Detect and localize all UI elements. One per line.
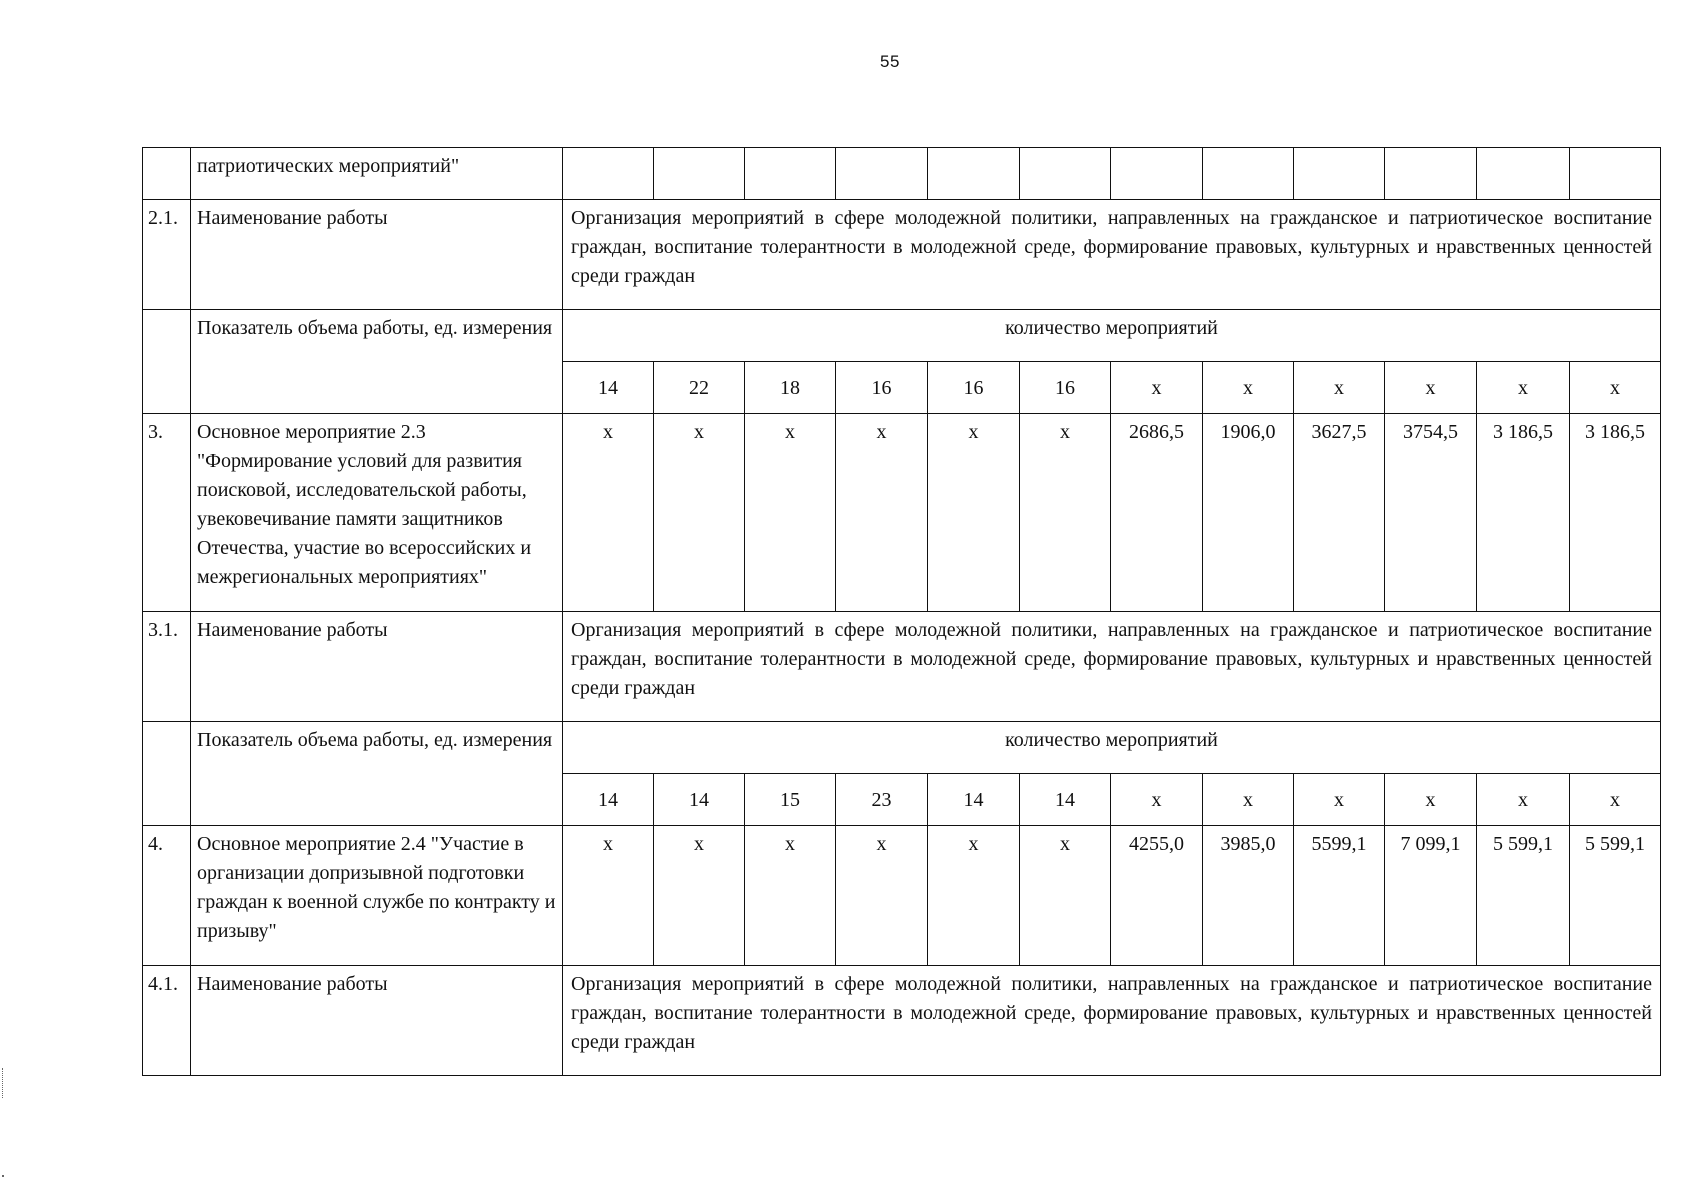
work-description-cell: Организация мероприятий в сфере молодежной политики, направленных на гражданское и патриотическое воспитание граждан, воспитание толерантности в молодежной среде, формирование правовых, культурных и нравственных ценностей среди граждан bbox=[563, 966, 1661, 1076]
value-cell: 23 bbox=[836, 774, 928, 826]
row-name-cell: Наименование работы bbox=[191, 612, 563, 722]
value-cell: x bbox=[1385, 774, 1477, 826]
value-cell: 3985,0 bbox=[1203, 826, 1294, 966]
table-row-4 bbox=[143, 826, 1661, 966]
table-row-3-1-indicator bbox=[143, 722, 1661, 774]
value-cell: x bbox=[654, 826, 745, 966]
table-row-2-1-indicator bbox=[143, 310, 1661, 362]
value-cell: 1906,0 bbox=[1203, 414, 1294, 612]
row-number-cell: 4. bbox=[143, 826, 191, 966]
value-cell: 7 099,1 bbox=[1385, 826, 1477, 966]
value-cell: 14 bbox=[1020, 774, 1111, 826]
value-cell: 5 599,1 bbox=[1570, 826, 1661, 966]
row-name-cell: патриотических мероприятий" bbox=[191, 148, 563, 200]
value-cell: 3 186,5 bbox=[1477, 414, 1570, 612]
value-cell bbox=[1111, 148, 1203, 200]
row-name-cell: Наименование работы bbox=[191, 966, 563, 1076]
row-name-cell: Основное мероприятие 2.4 "Участие в организации допризывной подготовки граждан к военной службе по контракту и призыву" bbox=[191, 826, 563, 966]
value-cell: x bbox=[1477, 774, 1570, 826]
value-cell: x bbox=[836, 826, 928, 966]
value-cell: 14 bbox=[928, 774, 1020, 826]
value-cell bbox=[1020, 148, 1111, 200]
value-cell: x bbox=[928, 826, 1020, 966]
value-cell: x bbox=[1111, 362, 1203, 414]
value-cell bbox=[745, 148, 836, 200]
row-number-cell bbox=[143, 310, 191, 414]
value-cell: 2686,5 bbox=[1111, 414, 1203, 612]
table-row-3-1 bbox=[143, 612, 1661, 722]
value-cell: 4255,0 bbox=[1111, 826, 1203, 966]
value-cell: x bbox=[836, 414, 928, 612]
work-description-cell: Организация мероприятий в сфере молодежной политики, направленных на гражданское и патриотическое воспитание граждан, воспитание толерантности в молодежной среде, формирование правовых, культурных и нравственных ценностей среди граждан bbox=[563, 200, 1661, 310]
value-cell: x bbox=[563, 826, 654, 966]
table-row-3 bbox=[143, 414, 1661, 612]
table-row-2-1 bbox=[143, 200, 1661, 310]
row-name-cell: Основное мероприятие 2.3 "Формирование условий для развития поисковой, исследовательской работы, увековечивание памяти защитников Отечества, участие во всероссийских и межрегиональных мероприятиях" bbox=[191, 414, 563, 612]
scan-dot bbox=[2, 1175, 4, 1177]
program-activities-table bbox=[142, 147, 1661, 1076]
row-name-cell: Показатель объема работы, ед. измерения bbox=[191, 310, 563, 414]
value-cell: x bbox=[1020, 414, 1111, 612]
value-cell: x bbox=[1477, 362, 1570, 414]
row-number-cell: 2.1. bbox=[143, 200, 191, 310]
value-cell: 5 599,1 bbox=[1477, 826, 1570, 966]
value-cell: x bbox=[1203, 362, 1294, 414]
row-number-cell: 3.1. bbox=[143, 612, 191, 722]
value-cell: 16 bbox=[836, 362, 928, 414]
table-row-4-1 bbox=[143, 966, 1661, 1076]
value-cell: x bbox=[1111, 774, 1203, 826]
scan-edge-marks bbox=[2, 1068, 7, 1098]
row-number-cell: 3. bbox=[143, 414, 191, 612]
value-cell: 3754,5 bbox=[1385, 414, 1477, 612]
value-cell: 16 bbox=[928, 362, 1020, 414]
value-cell: x bbox=[1203, 774, 1294, 826]
row-number-cell: 4.1. bbox=[143, 966, 191, 1076]
value-cell: 14 bbox=[563, 774, 654, 826]
row-name-cell: Наименование работы bbox=[191, 200, 563, 310]
value-cell: x bbox=[563, 414, 654, 612]
row-name-cell: Показатель объема работы, ед. измерения bbox=[191, 722, 563, 826]
value-cell bbox=[836, 148, 928, 200]
table-row-continuation bbox=[143, 148, 1661, 200]
value-cell: 18 bbox=[745, 362, 836, 414]
value-cell: x bbox=[1020, 826, 1111, 966]
value-cell: x bbox=[745, 826, 836, 966]
value-cell: 14 bbox=[563, 362, 654, 414]
value-cell: x bbox=[1570, 774, 1661, 826]
row-number-cell bbox=[143, 722, 191, 826]
value-cell bbox=[1477, 148, 1570, 200]
work-description-cell: Организация мероприятий в сфере молодежной политики, направленных на гражданское и патриотическое воспитание граждан, воспитание толерантности в молодежной среде, формирование правовых, культурных и нравственных ценностей среди граждан bbox=[563, 612, 1661, 722]
value-cell: x bbox=[1385, 362, 1477, 414]
unit-of-measure-cell: количество мероприятий bbox=[563, 310, 1661, 362]
value-cell: x bbox=[1570, 362, 1661, 414]
value-cell bbox=[928, 148, 1020, 200]
value-cell bbox=[1294, 148, 1385, 200]
value-cell: 3627,5 bbox=[1294, 414, 1385, 612]
value-cell bbox=[1385, 148, 1477, 200]
value-cell bbox=[1570, 148, 1661, 200]
value-cell bbox=[1203, 148, 1294, 200]
value-cell: x bbox=[1294, 362, 1385, 414]
unit-of-measure-cell: количество мероприятий bbox=[563, 722, 1661, 774]
value-cell: 15 bbox=[745, 774, 836, 826]
value-cell bbox=[563, 148, 654, 200]
value-cell: 22 bbox=[654, 362, 745, 414]
value-cell: x bbox=[928, 414, 1020, 612]
value-cell: 5599,1 bbox=[1294, 826, 1385, 966]
value-cell: 16 bbox=[1020, 362, 1111, 414]
value-cell: x bbox=[1294, 774, 1385, 826]
value-cell: x bbox=[745, 414, 836, 612]
value-cell bbox=[654, 148, 745, 200]
value-cell: 14 bbox=[654, 774, 745, 826]
page-number: 55 bbox=[880, 52, 900, 71]
value-cell: x bbox=[654, 414, 745, 612]
value-cell: 3 186,5 bbox=[1570, 414, 1661, 612]
row-number-cell bbox=[143, 148, 191, 200]
